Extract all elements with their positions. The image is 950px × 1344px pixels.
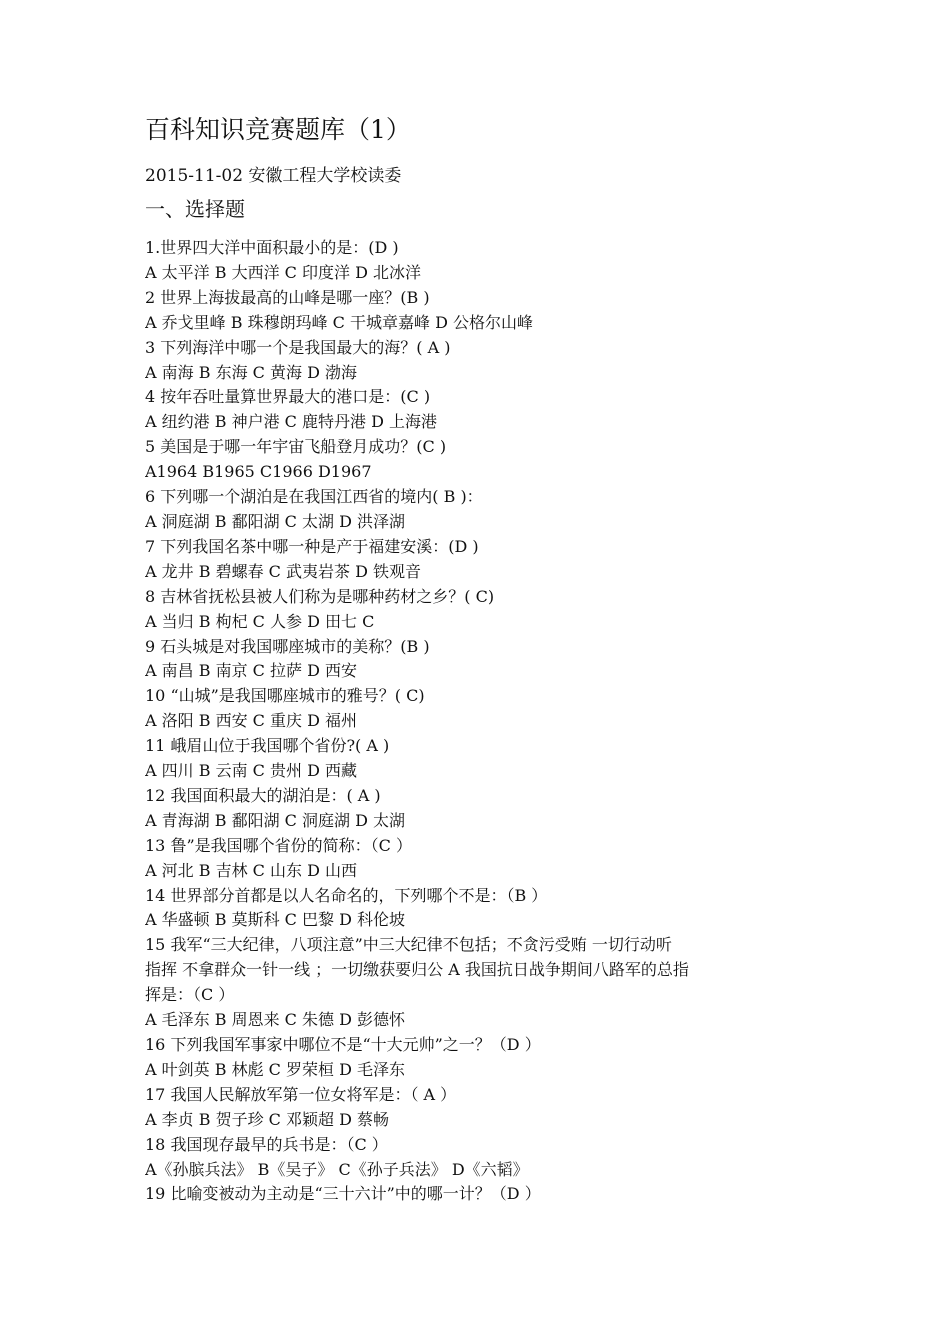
text-line: 12 我国面积最大的湖泊是：( A ) xyxy=(145,785,381,805)
text-line: A 四川 B 云南 C 贵州 D 西藏 xyxy=(145,761,357,781)
text-line: 14 世界部分首都是以人名命名的，下列哪个不是：（B ） xyxy=(145,885,548,905)
text-line: A 乔戈里峰 B 珠穆朗玛峰 C 干城章嘉峰 D 公格尔山峰 xyxy=(145,312,533,332)
text-line: 16 下列我国军事家中哪位不是“十大元帅”之一？（D ） xyxy=(145,1035,541,1054)
text-line: 13 鲁”是我国哪个省份的简称：（C ） xyxy=(145,835,412,855)
text-line: 8 吉林省抚松县被人们称为是哪种药材之乡？( C) xyxy=(145,586,495,606)
text-line: 1.世界四大洋中面积最小的是：(D ) xyxy=(145,238,399,257)
text-line: A 毛泽东 B 周恩来 C 朱德 D 彭德怀 xyxy=(145,1010,405,1030)
document-subtitle: 2015-11-02 安徽工程大学校读委 xyxy=(145,166,402,186)
text-line: A 河北 B 吉林 C 山东 D 山西 xyxy=(145,860,357,880)
text-line: 17 我国人民解放军第一位女将军是：（ A ） xyxy=(145,1084,457,1104)
text-line: A 当归 B 枸杞 C 人参 D 田七 C xyxy=(145,611,375,631)
text-line: A 龙井 B 碧螺春 C 武夷岩茶 D 铁观音 xyxy=(145,561,421,581)
text-line: 19 比喻变被动为主动是“三十六计”中的哪一计？（D ） xyxy=(145,1184,541,1204)
section-heading: 一、选择题 xyxy=(145,197,245,221)
text-line: 18 我国现存最早的兵书是：（C ） xyxy=(145,1134,388,1154)
text-line: 15 我军“三大纪律，八项注意”中三大纪律不包括；不贪污受贿 一切行动听 xyxy=(145,935,672,955)
text-line: A 洞庭湖 B 鄱阳湖 C 太湖 D 洪泽湖 xyxy=(145,511,405,531)
text-line: 5 美国是于哪一年宇宙飞船登月成功？(C ) xyxy=(145,437,447,457)
document-page xyxy=(145,112,825,1207)
text-line: 9 石头城是对我国哪座城市的美称？(B ) xyxy=(145,636,430,656)
text-line: A 叶剑英 B 林彪 C 罗荣桓 D 毛泽东 xyxy=(145,1059,405,1079)
question-list xyxy=(145,236,825,1207)
text-line: 4 按年吞吐量算世界最大的港口是：(C ) xyxy=(145,387,431,407)
text-line: 2 世界上海拔最高的山峰是哪一座？(B ) xyxy=(145,287,430,307)
text-line: 6 下列哪一个湖泊是在我国江西省的境内( B )： xyxy=(145,487,483,507)
text-line: A 华盛顿 B 莫斯科 C 巴黎 D 科伦坡 xyxy=(145,910,405,930)
text-line: A《孙膑兵法》 B《吴子》 C《孙子兵法》 D《六韬》 xyxy=(145,1159,529,1179)
text-line: A 南昌 B 南京 C 拉萨 D 西安 xyxy=(145,661,357,681)
text-line: A 纽约港 B 神户港 C 鹿特丹港 D 上海港 xyxy=(145,412,437,432)
text-line: A1964 B1965 C1966 D1967 xyxy=(145,462,372,482)
text-line: 7 下列我国名茶中哪一种是产于福建安溪：(D ) xyxy=(145,536,479,556)
text-line: 挥是：（C ） xyxy=(145,985,235,1005)
text-line: A 青海湖 B 鄱阳湖 C 洞庭湖 D 太湖 xyxy=(145,810,405,830)
text-line: 3 下列海洋中哪一个是我国最大的海？( A ) xyxy=(145,337,451,357)
document-title: 百科知识竞赛题库（1） xyxy=(145,115,411,144)
text-line: 指挥 不拿群众一针一线 ；一切缴获要归公 A 我国抗日战争期间八路军的总指 xyxy=(145,960,689,980)
text-line: A 李贞 B 贺子珍 C 邓颖超 D 蔡畅 xyxy=(145,1109,389,1129)
text-line: A 洛阳 B 西安 C 重庆 D 福州 xyxy=(145,711,357,731)
text-line: 10 “山城”是我国哪座城市的雅号？( C) xyxy=(145,686,425,706)
text-line: 11 峨眉山位于我国哪个省份?( A ) xyxy=(145,736,390,756)
text-line: A 南海 B 东海 C 黄海 D 渤海 xyxy=(145,362,357,382)
text-line: A 太平洋 B 大西洋 C 印度洋 D 北冰洋 xyxy=(145,262,421,282)
